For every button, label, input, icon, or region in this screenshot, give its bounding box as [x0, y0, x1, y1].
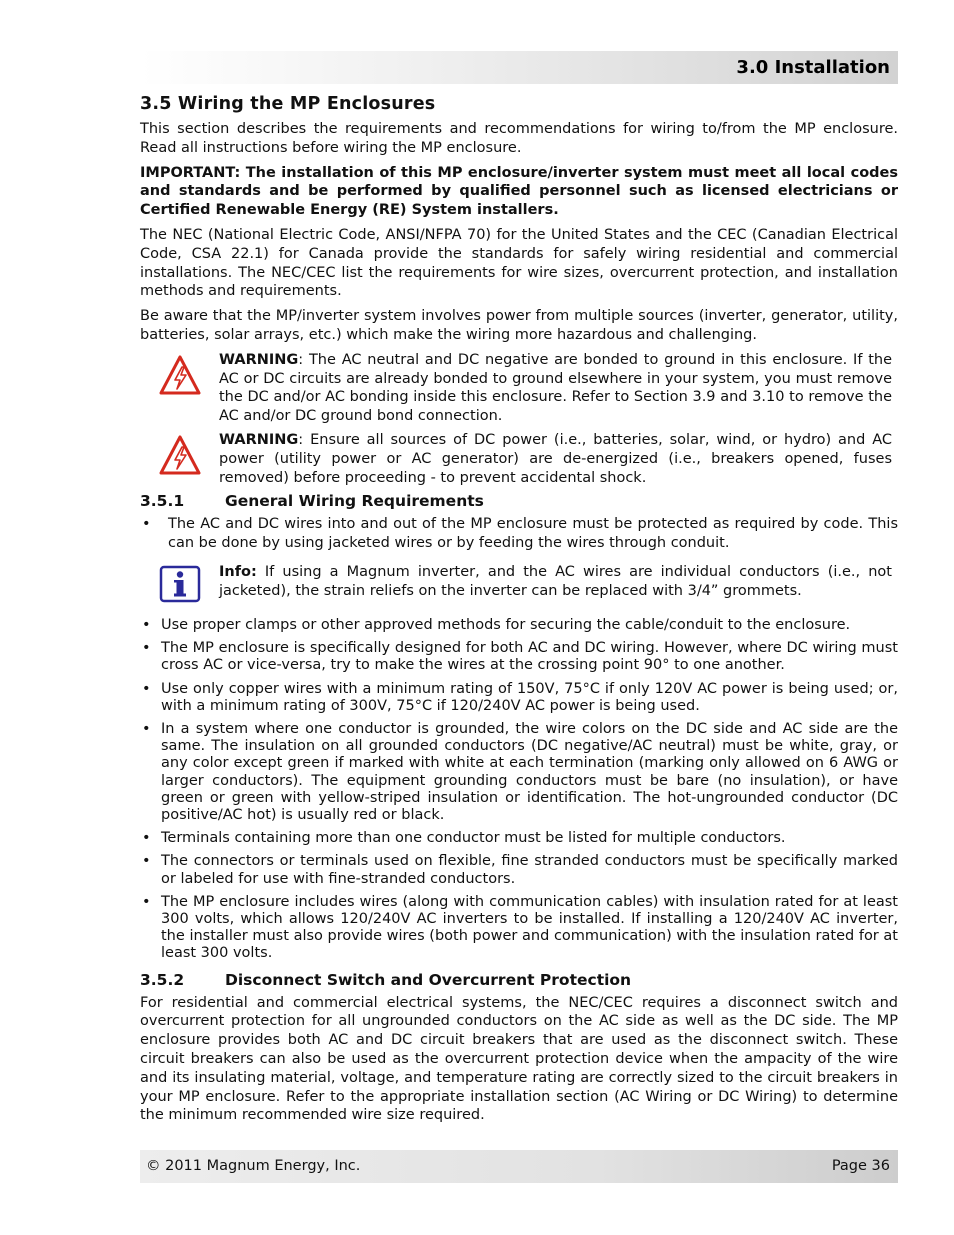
- info-notice: [140, 563, 898, 603]
- subsection-number: 3.5.1: [140, 492, 185, 511]
- aware-paragraph: Be aware that the MP/inverter system involves power from multiple sources (inverter, generator, utility, batteries, solar arrays, etc.) which make the wiring more hazardous and challenging.: [140, 308, 898, 343]
- list-item: • The connectors or terminals used on flexible, fine stranded conductors must be specifically marked or labeled for use with fine-stranded conductors.: [140, 853, 898, 887]
- warning-body: : The AC neutral and DC negative are bonded to ground in this enclosure. If the AC or DC circuits are already bonded to ground elsewhere in your system, you must remove the DC and/or AC bonding inside this enclosure. Refer to Section 3.9 and 3.10 to remove the AC and/or DC ground bond connection.: [219, 351, 892, 425]
- list-item: • The MP enclosure is specifically designed for both AC and DC wiring. However, where DC wiring must cross AC or vice-versa, try to make the wires at the crossing point 90° to one another.: [140, 640, 898, 674]
- page-content: [140, 94, 898, 1131]
- header-bar: [140, 51, 898, 84]
- footer-bar: [140, 1150, 898, 1183]
- warning-label: WARNING: [219, 351, 299, 368]
- page-number: Page 36: [831, 1158, 890, 1174]
- warning-notice-2: [140, 431, 898, 487]
- subsection-number: 3.5.2: [140, 970, 185, 989]
- warning-body: : Ensure all sources of DC power (i.e., batteries, solar, wind, or hydro) and AC power (utility power or AC generator) are de-energized (i.e., breakers opened, fuses removed) before proceeding - to prevent accidental shock.: [219, 431, 892, 486]
- electrical-hazard-warning-icon: [140, 431, 219, 475]
- info-body: If using a Magnum inverter, and the AC wires are individual conductors (i.e., not jacketed), the strain reliefs on the inverter can be replaced with 3/4” grommets.: [219, 563, 892, 599]
- subsection-heading-3-5-2: [140, 971, 898, 989]
- warning-notice-1: [140, 351, 898, 426]
- subsection-title: Disconnect Switch and Overcurrent Protection: [225, 970, 632, 989]
- copyright-text: © 2011 Magnum Energy, Inc.: [146, 1158, 361, 1174]
- info-icon: [140, 563, 219, 603]
- list-item: • The MP enclosure includes wires (along with communication cables) with insulation rated for at least 300 volts, which allows 120/240V AC inverters to be installed. If installing a 120/240V AC inverter, the installer must also provide wires (both power and communication) with the insulation rated for at least 300 volts.: [140, 894, 898, 963]
- info-label: Info:: [219, 563, 257, 580]
- list-item: • Terminals containing more than one conductor must be listed for multiple conductors.: [140, 830, 898, 847]
- warning-label: WARNING: [219, 431, 299, 448]
- info-text: [219, 563, 898, 601]
- important-paragraph: IMPORTANT: The installation of this MP enclosure/inverter system must meet all local codes and standards and be performed by qualified personnel such as licensed electricians or Certified Renewable Energy (RE) System installers.: [140, 164, 898, 219]
- subsection-title: General Wiring Requirements: [225, 492, 484, 511]
- list-item: • Use proper clamps or other approved methods for securing the cable/conduit to the enclosure.: [140, 617, 898, 634]
- intro-paragraph: This section describes the requirements and recommendations for wiring to/from the MP enclosure. Read all instructions before wiring the MP enclosure.: [140, 121, 898, 156]
- list-item: • In a system where one conductor is grounded, the wire colors on the DC side and AC side are the same. The insulation on all grounded conductors (DC negative/AC neutral) must be white, gray, or any color except green if marked with white at each termination (marking only allowed on 6 AWG or larger conductors). The equipment grounding conductors must be bare (no insulation), or have green or green with yellow-striped insulation or identification. The hot-ungrounded conductor (DC positive/AC hot) is usually red or black.: [140, 721, 898, 824]
- section-heading: 3.5 Wiring the MP Enclosures: [140, 94, 436, 114]
- warning-text-2: [219, 431, 898, 487]
- list-item: • Use only copper wires with a minimum rating of 150V, 75°C if only 120V AC power is being used; or, with a minimum rating of 300V, 75°C if 120/240V AC power is being used.: [140, 681, 898, 715]
- list-item: • The AC and DC wires into and out of the MP enclosure must be protected as required by code. This can be done by using jacketed wires or by feeding the wires through conduit.: [140, 515, 898, 553]
- bullet-list-first: [140, 515, 898, 553]
- disconnect-paragraph: For residential and commercial electrical systems, the NEC/CEC requires a disconnect switch and overcurrent protection for all ungrounded conductors on the AC side as well as the DC side. The MP enclosure provides both AC and DC circuit breakers that are used as the disconnect switch. These circuit breakers can also be used as the overcurrent protection device when the ampacity of the wire and its insulating material, voltage, and temperature rating are correctly sized to the circuit breakers in your MP enclosure. Refer to the appropriate installation section (AC Wiring or DC Wiring) to determine the minimum recommended wire size required.: [140, 994, 898, 1124]
- electrical-hazard-warning-icon: [140, 351, 219, 395]
- warning-text-1: [219, 351, 898, 426]
- nec-paragraph: The NEC (National Electric Code, ANSI/NFPA 70) for the United States and the CEC (Canadian Electrical Code, CSA 22.1) for Canada provide the standards for safely wiring residential and commercial installations. The NEC/CEC list the requirements for wire sizes, overcurrent protection, and installation methods and requirements.: [140, 226, 898, 300]
- bullet-list: [140, 617, 898, 963]
- chapter-title: 3.0 Installation: [736, 57, 890, 78]
- subsection-heading-3-5-1: [140, 492, 898, 510]
